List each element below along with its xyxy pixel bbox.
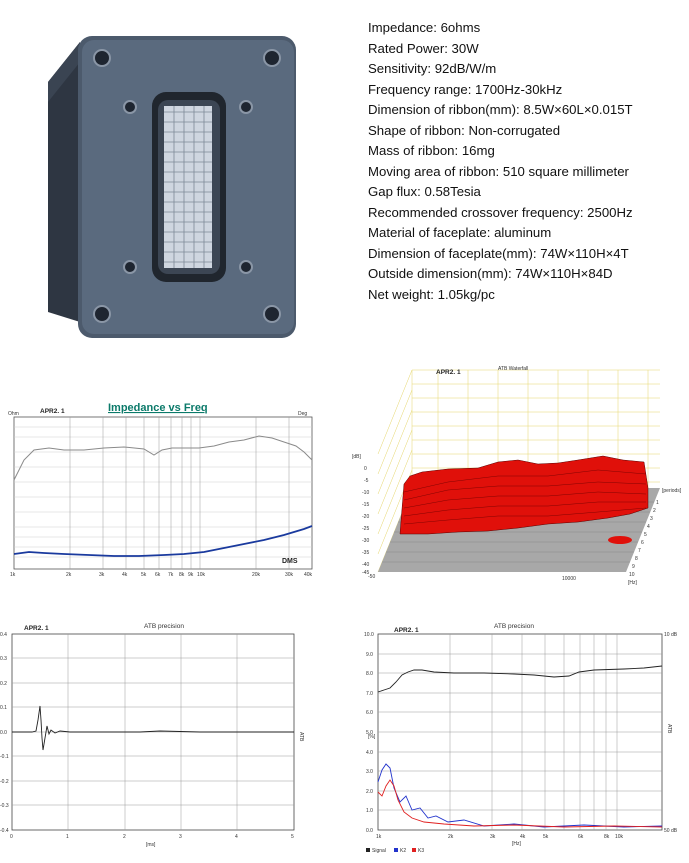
- svg-text:1k: 1k: [376, 834, 382, 840]
- spec-outside-dimension: Outside dimension(mm): 74W×110H×84D: [368, 266, 613, 281]
- spec-faceplate-dimension: Dimension of faceplate(mm): 74W×110H×4T: [368, 245, 629, 261]
- svg-text:9: 9: [632, 564, 635, 570]
- waterfall-title: ATB Waterfall: [498, 366, 529, 372]
- spec-gap-flux: Gap flux: 0.58Tesia: [368, 184, 481, 199]
- svg-text:6: 6: [641, 540, 644, 546]
- svg-text:1: 1: [66, 834, 69, 840]
- impulse-right-label: ATB: [298, 732, 304, 742]
- waterfall-chart: [348, 364, 683, 586]
- svg-text:-0.2: -0.2: [0, 779, 9, 785]
- svg-text:-20: -20: [362, 514, 370, 520]
- svg-text:7k: 7k: [168, 572, 174, 578]
- svg-text:Signal: Signal: [372, 848, 386, 854]
- svg-text:8.0: 8.0: [366, 671, 373, 677]
- impedance-plot-area: [14, 417, 312, 569]
- waterfall-z-ticks: [362, 466, 375, 580]
- svg-text:9k: 9k: [188, 572, 194, 578]
- svg-text:4k: 4k: [122, 572, 128, 578]
- svg-text:5: 5: [291, 834, 294, 840]
- svg-text:-0.3: -0.3: [0, 803, 9, 809]
- svg-text:0.4: 0.4: [0, 632, 7, 638]
- svg-text:-0.4: -0.4: [0, 828, 9, 834]
- waterfall-x-unit: [Hz]: [628, 580, 637, 586]
- svg-text:3.0: 3.0: [366, 769, 373, 775]
- svg-text:8k: 8k: [179, 572, 185, 578]
- svg-text:2: 2: [653, 508, 656, 514]
- svg-text:8k: 8k: [604, 834, 610, 840]
- distortion-x-unit: [Hz]: [512, 841, 521, 847]
- impulse-title: ATB precision: [144, 623, 184, 630]
- svg-text:-40: -40: [362, 562, 370, 568]
- distortion-chart: [364, 620, 686, 856]
- svg-text:6.0: 6.0: [366, 710, 373, 716]
- svg-text:2k: 2k: [66, 572, 72, 578]
- waterfall-y-unit: [periods]: [662, 488, 682, 494]
- svg-text:-15: -15: [362, 502, 370, 508]
- svg-text:1k: 1k: [10, 572, 16, 578]
- svg-text:2: 2: [123, 834, 126, 840]
- impulse-x-ticks: [10, 834, 294, 840]
- waterfall-tag: APR2. 1: [436, 369, 461, 376]
- svg-text:40k: 40k: [304, 572, 313, 578]
- svg-text:0: 0: [364, 466, 367, 472]
- svg-text:30k: 30k: [285, 572, 294, 578]
- svg-text:20k: 20k: [252, 572, 261, 578]
- spec-crossover: Recommended crossover frequency: 2500Hz: [368, 204, 633, 220]
- svg-text:8: 8: [635, 556, 638, 562]
- impedance-chart-title: Impedance vs Freq: [108, 402, 208, 414]
- svg-text:10k: 10k: [197, 572, 206, 578]
- spec-rated-power: Rated Power: 30W: [368, 40, 479, 56]
- svg-text:5: 5: [644, 532, 647, 538]
- impulse-tag: APR2. 1: [24, 625, 49, 632]
- svg-text:0.2: 0.2: [0, 681, 7, 687]
- svg-text:3: 3: [650, 516, 653, 522]
- spec-frequency-range: Frequency range: 1700Hz-30kHz: [368, 81, 563, 97]
- spec-ribbon-shape: Shape of ribbon: Non-corrugated: [368, 122, 561, 138]
- svg-text:10: 10: [629, 572, 635, 578]
- ribbon-tweeter-photo: [40, 22, 310, 342]
- spec-ribbon-dimension: Dimension of ribbon(mm): 8.5W×60L×0.015T: [368, 102, 633, 117]
- svg-text:4: 4: [647, 524, 650, 530]
- distortion-y-ticks: [364, 632, 374, 834]
- impedance-right-unit: Deg: [298, 411, 308, 417]
- spec-faceplate-material: Material of faceplate: aluminum: [368, 225, 552, 240]
- svg-text:6k: 6k: [155, 572, 161, 578]
- svg-text:5k: 5k: [543, 834, 549, 840]
- svg-text:0.3: 0.3: [0, 656, 7, 662]
- impedance-x-ticks: [10, 572, 313, 578]
- impedance-chart: [4, 398, 322, 580]
- svg-text:9.0: 9.0: [366, 652, 373, 658]
- distortion-legend: [366, 848, 424, 854]
- svg-text:4: 4: [235, 834, 238, 840]
- svg-text:0.0: 0.0: [0, 730, 7, 736]
- svg-text:K3: K3: [418, 848, 425, 854]
- svg-text:3k: 3k: [490, 834, 496, 840]
- svg-text:7.0: 7.0: [366, 691, 373, 697]
- impulse-chart: [0, 620, 322, 848]
- impedance-brand: DMS: [282, 558, 298, 565]
- svg-text:4k: 4k: [520, 834, 526, 840]
- svg-text:3: 3: [179, 834, 182, 840]
- svg-text:2.0: 2.0: [366, 789, 373, 795]
- distortion-right-bottom: 50 dB: [664, 828, 678, 834]
- svg-text:-5: -5: [364, 478, 369, 484]
- spec-list: [368, 18, 683, 305]
- distortion-right-unit: ATB: [666, 724, 672, 734]
- distortion-tag: APR2. 1: [394, 627, 419, 634]
- svg-text:-25: -25: [362, 526, 370, 532]
- distortion-x-ticks: [376, 834, 624, 840]
- svg-text:1: 1: [656, 500, 659, 506]
- svg-text:1.0: 1.0: [366, 808, 373, 814]
- spec-moving-area: Moving area of ribbon: 510 square millimeter: [368, 163, 629, 179]
- svg-text:0.1: 0.1: [0, 705, 7, 711]
- svg-text:-10: -10: [362, 490, 370, 496]
- impulse-y-ticks: [0, 632, 9, 834]
- svg-text:5k: 5k: [141, 572, 147, 578]
- impedance-left-unit: Ohm: [8, 411, 19, 417]
- svg-text:-45: -45: [362, 570, 370, 576]
- svg-text:-30: -30: [362, 538, 370, 544]
- svg-text:5.0: 5.0: [366, 730, 373, 736]
- svg-text:2k: 2k: [448, 834, 454, 840]
- svg-text:10.0: 10.0: [364, 632, 374, 638]
- svg-text:0: 0: [10, 834, 13, 840]
- svg-text:4.0: 4.0: [366, 750, 373, 756]
- svg-text:-0.1: -0.1: [0, 754, 9, 760]
- svg-text:K2: K2: [400, 848, 407, 854]
- svg-text:6k: 6k: [578, 834, 584, 840]
- spec-net-weight: Net weight: 1.05kg/pc: [368, 286, 495, 302]
- svg-text:10k: 10k: [615, 834, 624, 840]
- distortion-title: ATB precision: [494, 623, 534, 630]
- svg-text:3k: 3k: [99, 572, 105, 578]
- svg-text:-35: -35: [362, 550, 370, 556]
- distortion-left-unit: [%]: [368, 734, 376, 740]
- svg-text:-50: -50: [368, 574, 376, 580]
- spec-ribbon-mass: Mass of ribbon: 16mg: [368, 143, 495, 158]
- impulse-x-unit: [ms]: [146, 842, 156, 848]
- svg-text:0.0: 0.0: [366, 828, 373, 834]
- waterfall-x-tick: 10000: [562, 576, 576, 582]
- svg-text:7: 7: [638, 548, 641, 554]
- spec-sensitivity: Sensitivity: 92dB/W/m: [368, 61, 497, 76]
- waterfall-z-unit: [dB]: [352, 454, 361, 460]
- distortion-right-top: 10 dB: [664, 632, 678, 638]
- impedance-chart-tag: APR2. 1: [40, 408, 65, 415]
- spec-impedance: Impedance: 6ohms: [368, 20, 481, 35]
